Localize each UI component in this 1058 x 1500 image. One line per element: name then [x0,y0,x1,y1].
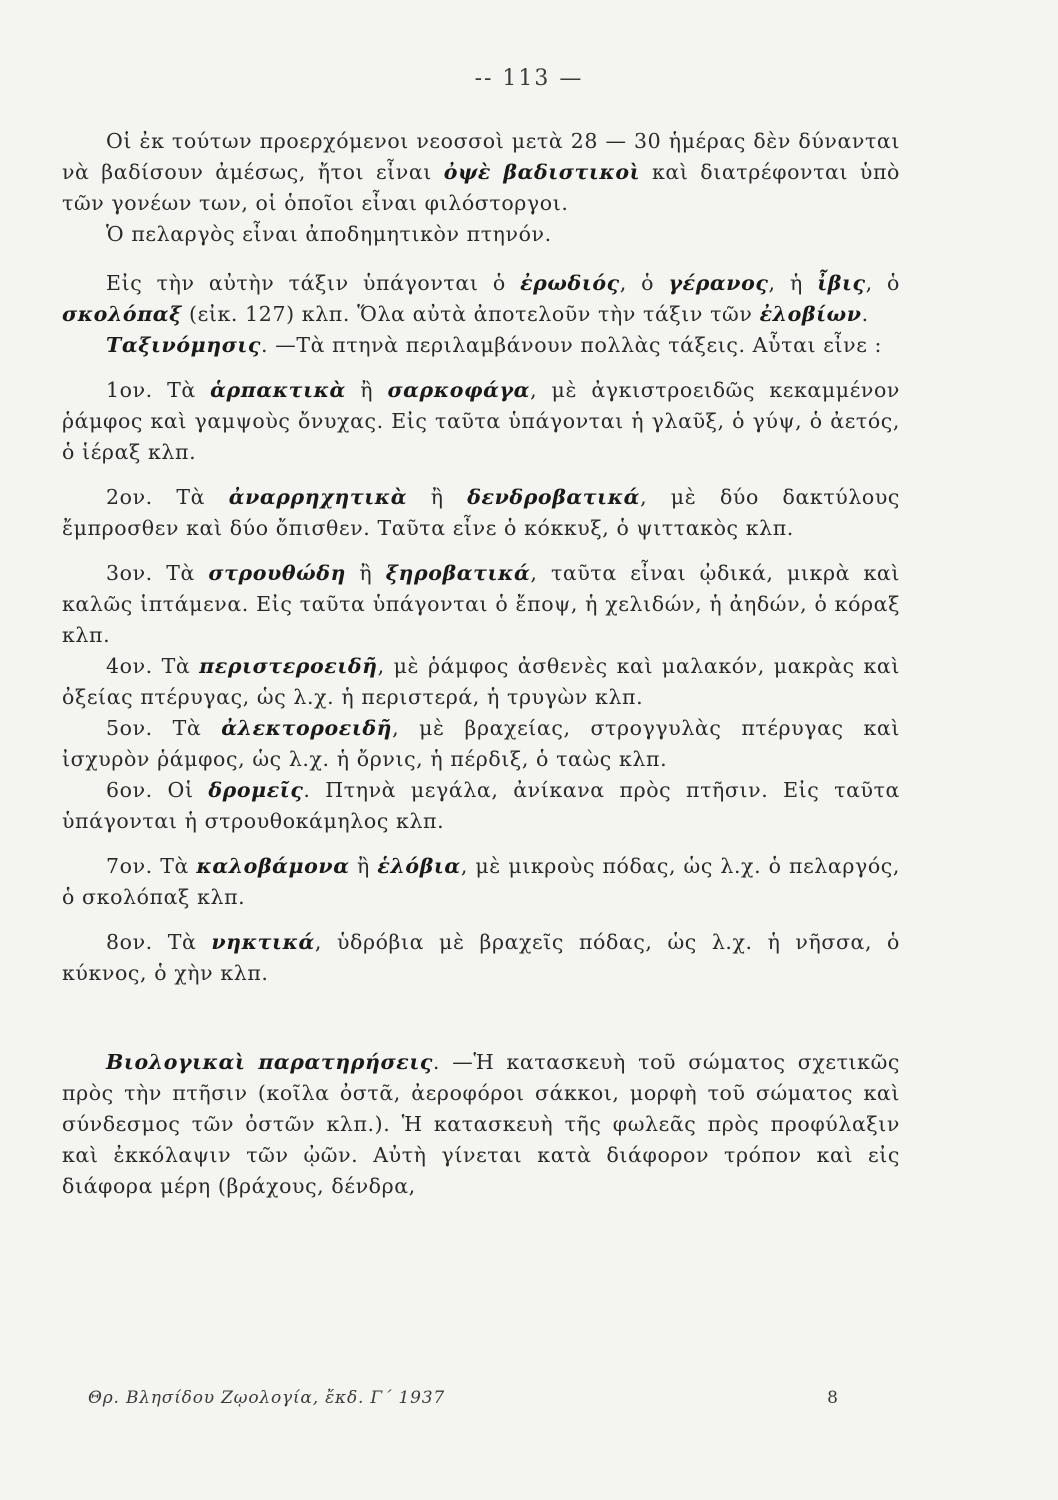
emphasis-term: στρουθώδη [208,561,346,585]
emphasis-term: ξηροβατικά [385,561,531,585]
emphasis-term: ἶβις [817,271,866,295]
text-run: , ὑδρόβια μὲ βραχεῖς πόδας, ὡς λ.χ. ἡ νῆσσα, ὁ κύκνος, ὁ χὴν κλπ. [62,930,900,985]
section-heading: Βιολογικαὶ παρατηρήσεις [106,1050,433,1074]
emphasis-term: ἀναρρηχητικὰ [228,485,408,509]
emphasis-term: ἀλεκτοροειδῆ [221,716,393,740]
list-item-order-2 [62,482,900,544]
text-run: , ὁ [619,271,669,295]
text-run: 5ον. Τὰ [106,716,222,740]
text-run: 7ον. Τὰ [106,854,197,878]
emphasis-term: γέρανος [668,271,769,295]
text-run: , μὲ ῥάμφος ἀσθενὲς καὶ μαλακόν, μακρὰς καὶ ὀξείας πτέρυγας, ὡς λ.χ. ἡ περιστερά, ἡ τρυγὼν κλπ. [62,654,900,709]
text-run: . —Τὰ πτηνὰ περιλαμβάνουν πολλὰς τάξεις. Αὗται εἶνε : [261,333,883,357]
paragraph-same-order [62,268,900,330]
page-number: -- 113 — [474,66,584,91]
text-run: ἢ [407,485,468,509]
emphasis-term: ἐρωδιός [520,271,620,295]
emphasis-term: ἑλόβια [377,854,461,878]
text-run: 4ον. Τὰ [106,654,200,678]
list-item-order-7 [62,851,900,913]
emphasis-term: σκολόπαξ [62,302,182,326]
text-run: 3ον. Τὰ [106,561,209,585]
emphasis-term: νηκτικά [211,930,315,954]
text-run: καὶ διατρέφονται ὑπὸ τῶν γονέων των, οἱ ὁποῖοι εἶναι φιλόστοργοι. [62,160,900,215]
emphasis-term: δενδροβατικά [467,485,641,509]
text-run: ἢ [345,378,388,402]
text-run: ἢ [349,854,378,878]
signature-mark: 8 [827,1388,838,1408]
text-run: (εἰκ. 127) κλπ. Ὅλα αὐτὰ ἀποτελοῦν τὴν τάξιν τῶν [181,302,760,326]
text-run: . —Ἡ κατασκευὴ τοῦ σώματος σχετικῶς πρὸς τὴν πτῆσιν (κοῖλα ὀστᾶ, ἀεροφόροι σάκκοι, μορφὴ τοῦ σώματος καὶ σύνδεσμος τῶν ὀστῶν κλπ.). Ἡ κατασκευὴ τῆς φωλεᾶς πρὸς προφύλαξιν καὶ ἐκκόλαψιν τῶν ᾠῶν. Αὐτὴ γίνεται κατὰ διάφορον τρόπον καὶ εἰς διάφορα μέρη (βράχους, δένδρα, [62,1050,900,1198]
body-text [62,126,900,1202]
emphasis-term: περιστεροειδῆ [199,654,378,678]
list-item-order-6 [62,775,900,837]
emphasis-term: καλοβάμονα [196,854,350,878]
list-item-order-5 [62,713,900,775]
text-run: Οἱ ἐκ τούτων προερχόμενοι νεοσσοὶ μετὰ 28 — 30 ἡμέρας δὲν δύνανται νὰ βαδίσουν ἀμέσως, ἤτοι εἶναι [62,129,900,184]
text-run: , ὁ [865,271,900,295]
list-item-order-8 [62,927,900,989]
section-heading: Ταξινόμησις [106,333,262,357]
list-item-order-3 [62,558,900,651]
paragraph-biological-observations [62,1047,900,1202]
emphasis-term: ἐλοβίων [759,302,862,326]
text-run: 6ον. Οἱ [106,778,209,802]
text-run: Ὁ πελαργὸς εἶναι ἀποδημητικὸν πτηνόν. [106,222,552,246]
paragraph-classification [62,330,900,361]
emphasis-term: δρομεῖς [208,778,304,802]
text-run: , μὲ ἀγκιστροειδῶς κεκαμμένον ῥάμφος καὶ γαμψοὺς ὄνυχας. Εἰς ταῦτα ὑπάγονται ἡ γλαῦξ, ὁ γύψ, ὁ ἀετός, ὁ ἱέραξ κλπ. [62,378,900,464]
text-run: , μὲ μικροὺς πόδας, ὡς λ.χ. ὁ πελαργός, ὁ σκολόπαξ κλπ. [62,854,900,909]
text-run: 1ον. Τὰ [106,378,211,402]
list-item-order-1 [62,375,900,468]
emphasis-term: σαρκοφάγα [387,378,531,402]
footer-citation: Θρ. Βλησίδου Ζῳολογία, ἔκδ. Γ΄ 1937 [88,1388,445,1408]
list-item-order-4 [62,651,900,713]
paragraph-migratory [62,219,900,250]
text-run: Εἰς τὴν αὐτὴν τάξιν ὑπάγονται ὁ [106,271,521,295]
text-run: 2ον. Τὰ [106,485,229,509]
text-run: , μὲ βραχείας, στρογγυλὰς πτέρυγας καὶ ἰσχυρὸν ῥάμφος, ὡς λ.χ. ἡ ὄρνις, ἡ πέρδιξ, ὁ ταὼς κλπ. [62,716,901,771]
text-run: 8ον. Τὰ [106,930,212,954]
text-run: . [861,302,869,326]
emphasis-term: ἁρπακτικὰ [210,378,346,402]
text-run: . Πτηνὰ μεγάλα, ἀνίκανα πρὸς πτῆσιν. Εἰς ταῦτα ὑπάγονται ἡ στρουθοκάμηλος κλπ. [62,778,900,833]
paragraph-hatchlings [62,126,900,219]
text-run: , μὲ δύο δακτύλους ἔμπροσθεν καὶ δύο ὄπισθεν. Ταῦτα εἶνε ὁ κόκκυξ, ὁ ψιττακὸς κλπ. [62,485,900,540]
text-run: ἢ [345,561,386,585]
emphasis-term: ὀψὲ βαδιστικοὶ [443,160,641,184]
text-run: , ταῦτα εἶναι ᾠδικά, μικρὰ καὶ καλῶς ἱπτάμενα. Εἰς ταῦτα ὑπάγονται ὁ ἔποψ, ἡ χελιδών, ἡ ἀηδών, ὁ κόραξ κλπ. [62,561,900,647]
text-run: , ἡ [768,271,818,295]
